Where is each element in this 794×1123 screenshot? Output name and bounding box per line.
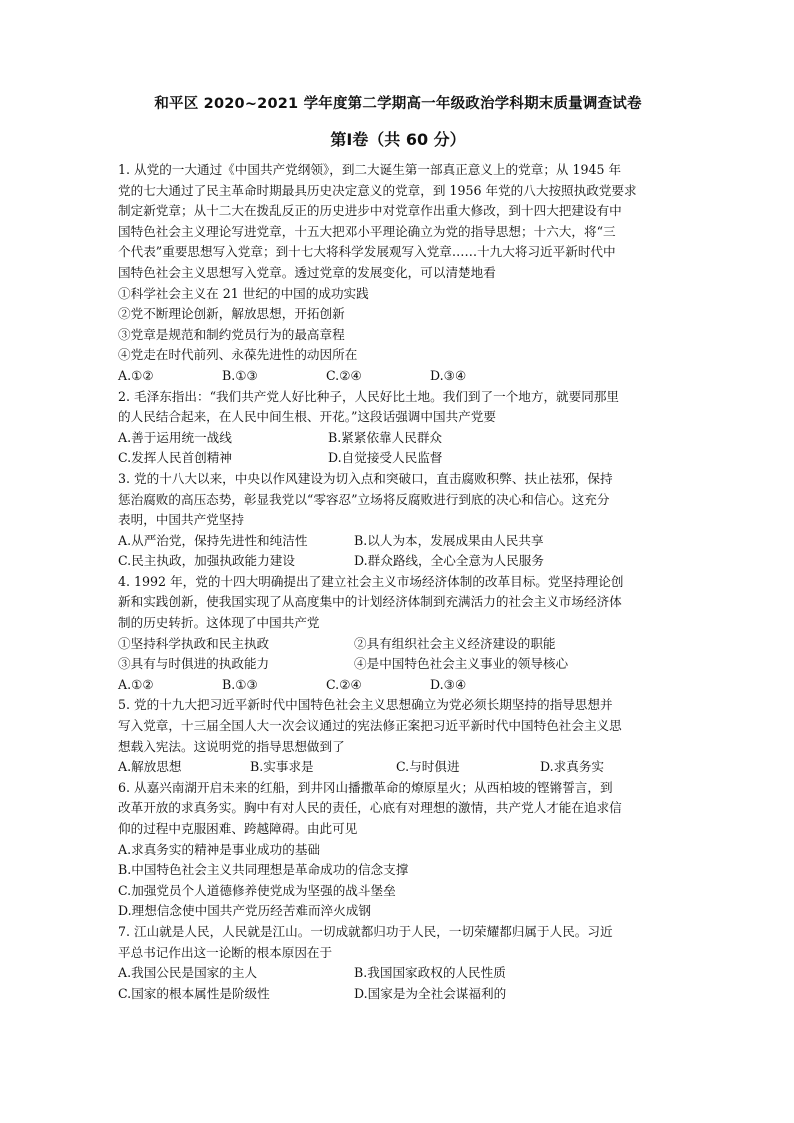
answer-options <box>118 551 678 572</box>
statement-item: ④是中国特色社会主义事业的领导核心 <box>354 656 569 672</box>
question-stem-line: 7. 江山就是人民，人民就是江山。一切成就都归功于人民，一切荣耀都归属于人民。习近 <box>118 923 613 939</box>
question-stem-line: 个代表”重要思想写入党章；到十七大将科学发展观写入党章……十九大将习近平新时代中 <box>118 244 616 260</box>
section-title: 第Ⅰ卷（共 60 分） <box>330 130 466 149</box>
answer-options <box>118 963 678 984</box>
option-c: C.国家的根本属性是阶级性 <box>118 985 270 1001</box>
statement-items <box>118 634 678 655</box>
question-stem-line: 仰的过程中克服困难、跨越障碍。由此可见 <box>118 821 358 836</box>
statement-item: ②具有组织社会主义经济建设的职能 <box>354 635 556 651</box>
option-a: A.解放思想 <box>118 759 182 775</box>
exam-title: 和平区 2020~2021 学年度第二学期高一年级政治学科期末质量调查试卷 <box>154 96 642 112</box>
exam-page <box>118 92 678 1004</box>
question-stem-line: 平总书记作出这一论断的根本原因在于 <box>118 944 333 960</box>
question-stem-line: 想载入宪法。这说明党的指导思想做到了 <box>118 738 345 754</box>
question-stem-line: 惩治腐败的高压态势，彰显我党以“零容忍”立场将反腐败进行到底的决心和信心。这充分 <box>118 491 610 507</box>
option-a: A.求真务实的精神是事业成功的基础 <box>118 841 321 857</box>
statement-item: ③具有与时俱进的执政能力 <box>118 656 270 672</box>
option-c: C.发挥人民首创精神 <box>118 450 232 466</box>
option-d: D.求真务实 <box>540 759 605 775</box>
answer-options <box>118 531 678 552</box>
option-d: D.群众路线，全心全意为人民服务 <box>354 553 544 569</box>
option-c: C.加强党员个人道德修养使党成为坚强的战斗堡垒 <box>118 882 396 898</box>
question-stem-line: 改革开放的求真务实。胸中有对人民的责任，心底有对理想的激情，共产党人才能在追求信 <box>118 800 622 816</box>
option-a: A.从严治党，保持先进性和纯洁性 <box>118 532 308 548</box>
question-7 <box>118 922 678 1004</box>
option-b: B.紧紧依靠人民群众 <box>328 429 443 445</box>
question-stem-line: 写入党章，十三届全国人大一次会议通过的宪法修正案把习近平新时代中国特色社会主义思 <box>118 718 622 734</box>
answer-options <box>118 675 678 696</box>
answer-options <box>118 428 678 449</box>
option-a: A.①② <box>118 367 154 383</box>
question-stem-line: 4. 1992 年，党的十四大明确提出了建立社会主义市场经济体制的改革目标。党坚持理论创 <box>118 573 624 589</box>
question-stem-line: 2. 毛泽东指出：“我们共产党人好比种子，人民好比土地。我们到了一个地方，就要同那里 <box>118 388 620 404</box>
option-d: D.③④ <box>430 367 467 383</box>
option-c: C.民主执政，加强执政能力建设 <box>118 553 295 569</box>
question-stem-line: 国特色社会主义思想写入党章。透过党章的发展变化，可以清楚地看 <box>118 264 496 280</box>
question-stem-line: 国特色社会主义理论写进党章，十五大把邓小平理论确立为党的指导思想；十六大，将“三 <box>118 223 616 239</box>
statement-items <box>118 654 678 675</box>
statement-item: ①科学社会主义在 21 世纪的中国的成功实践 <box>118 285 369 301</box>
question-4 <box>118 572 678 696</box>
question-6 <box>118 778 678 922</box>
option-a: A.善于运用统一战线 <box>118 429 232 445</box>
statement-item: ③党章是规范和制约党员行为的最高章程 <box>118 326 345 342</box>
option-b: B.实事求是 <box>250 759 314 775</box>
statement-item: ②党不断理论创新，解放思想，开拓创新 <box>118 306 345 322</box>
question-stem-line: 表明，中国共产党坚持 <box>118 512 244 528</box>
option-a: A.①② <box>118 676 154 692</box>
question-5 <box>118 695 678 777</box>
statement-item: ④党走在时代前列、永葆先进性的动因所在 <box>118 347 358 363</box>
answer-options <box>118 757 678 778</box>
question-stem-line: 新和实践创新，使我国实现了从高度集中的计划经济体制到充满活力的社会主义市场经济体 <box>118 594 622 610</box>
statement-item: ①坚持科学执政和民主执政 <box>118 635 270 651</box>
question-3 <box>118 469 678 572</box>
question-stem-line: 的人民结合起来，在人民中间生根、开花。”这段话强调中国共产党要 <box>118 409 496 425</box>
option-d: D.国家是为全社会谋福利的 <box>354 985 507 1001</box>
option-b: B.①③ <box>222 367 258 383</box>
answer-options <box>118 448 678 469</box>
question-stem-line: 5. 党的十九大把习近平新时代中国特色社会主义思想确立为党必须长期坚持的指导思想并 <box>118 697 613 713</box>
question-stem-line: 3. 党的十八大以来，中央以作风建设为切入点和突破口，直击腐败积弊、扶止祛邪，保持 <box>118 470 613 486</box>
option-b: B.我国国家政权的人民性质 <box>354 965 506 981</box>
answer-options <box>118 984 678 1005</box>
answer-options <box>118 366 678 387</box>
option-c: C.与时俱进 <box>396 759 460 775</box>
option-b: B.中国特色社会主义共同理想是革命成功的信念支撑 <box>118 862 409 878</box>
option-c: C.②④ <box>326 367 362 383</box>
option-b: B.以人为本，发展成果由人民共享 <box>354 532 544 548</box>
question-stem-line: 制的历史转折。这体现了中国共产党 <box>118 615 320 631</box>
option-a: A.我国公民是国家的主人 <box>118 965 258 981</box>
option-b: B.①③ <box>222 676 258 692</box>
question-stem-line: 1. 从党的一大通过《中国共产党纲领》，到二大诞生第一部真正意义上的党章；从 1945 年 <box>118 162 622 177</box>
question-1 <box>118 160 678 387</box>
question-stem-line: 党的七大通过了民主革命时期最具历史决定意义的党章，到 1956 年党的八大按照执政党要求 <box>118 182 637 198</box>
option-c: C.②④ <box>326 676 362 692</box>
option-d: D.自觉接受人民监督 <box>328 450 443 466</box>
question-stem-line: 6. 从嘉兴南湖开启未来的红船，到井冈山播撒革命的燎原星火；从西柏坡的铿锵誓言，到 <box>118 779 613 795</box>
option-d: D.理想信念使中国共产党历经苦难而淬火成钢 <box>118 903 371 919</box>
option-d: D.③④ <box>430 676 467 692</box>
question-2 <box>118 387 678 469</box>
question-stem-line: 制定新党章；从十二大在拨乱反正的历史进步中对党章作出重大修改，到十四大把建设有中 <box>118 203 622 219</box>
